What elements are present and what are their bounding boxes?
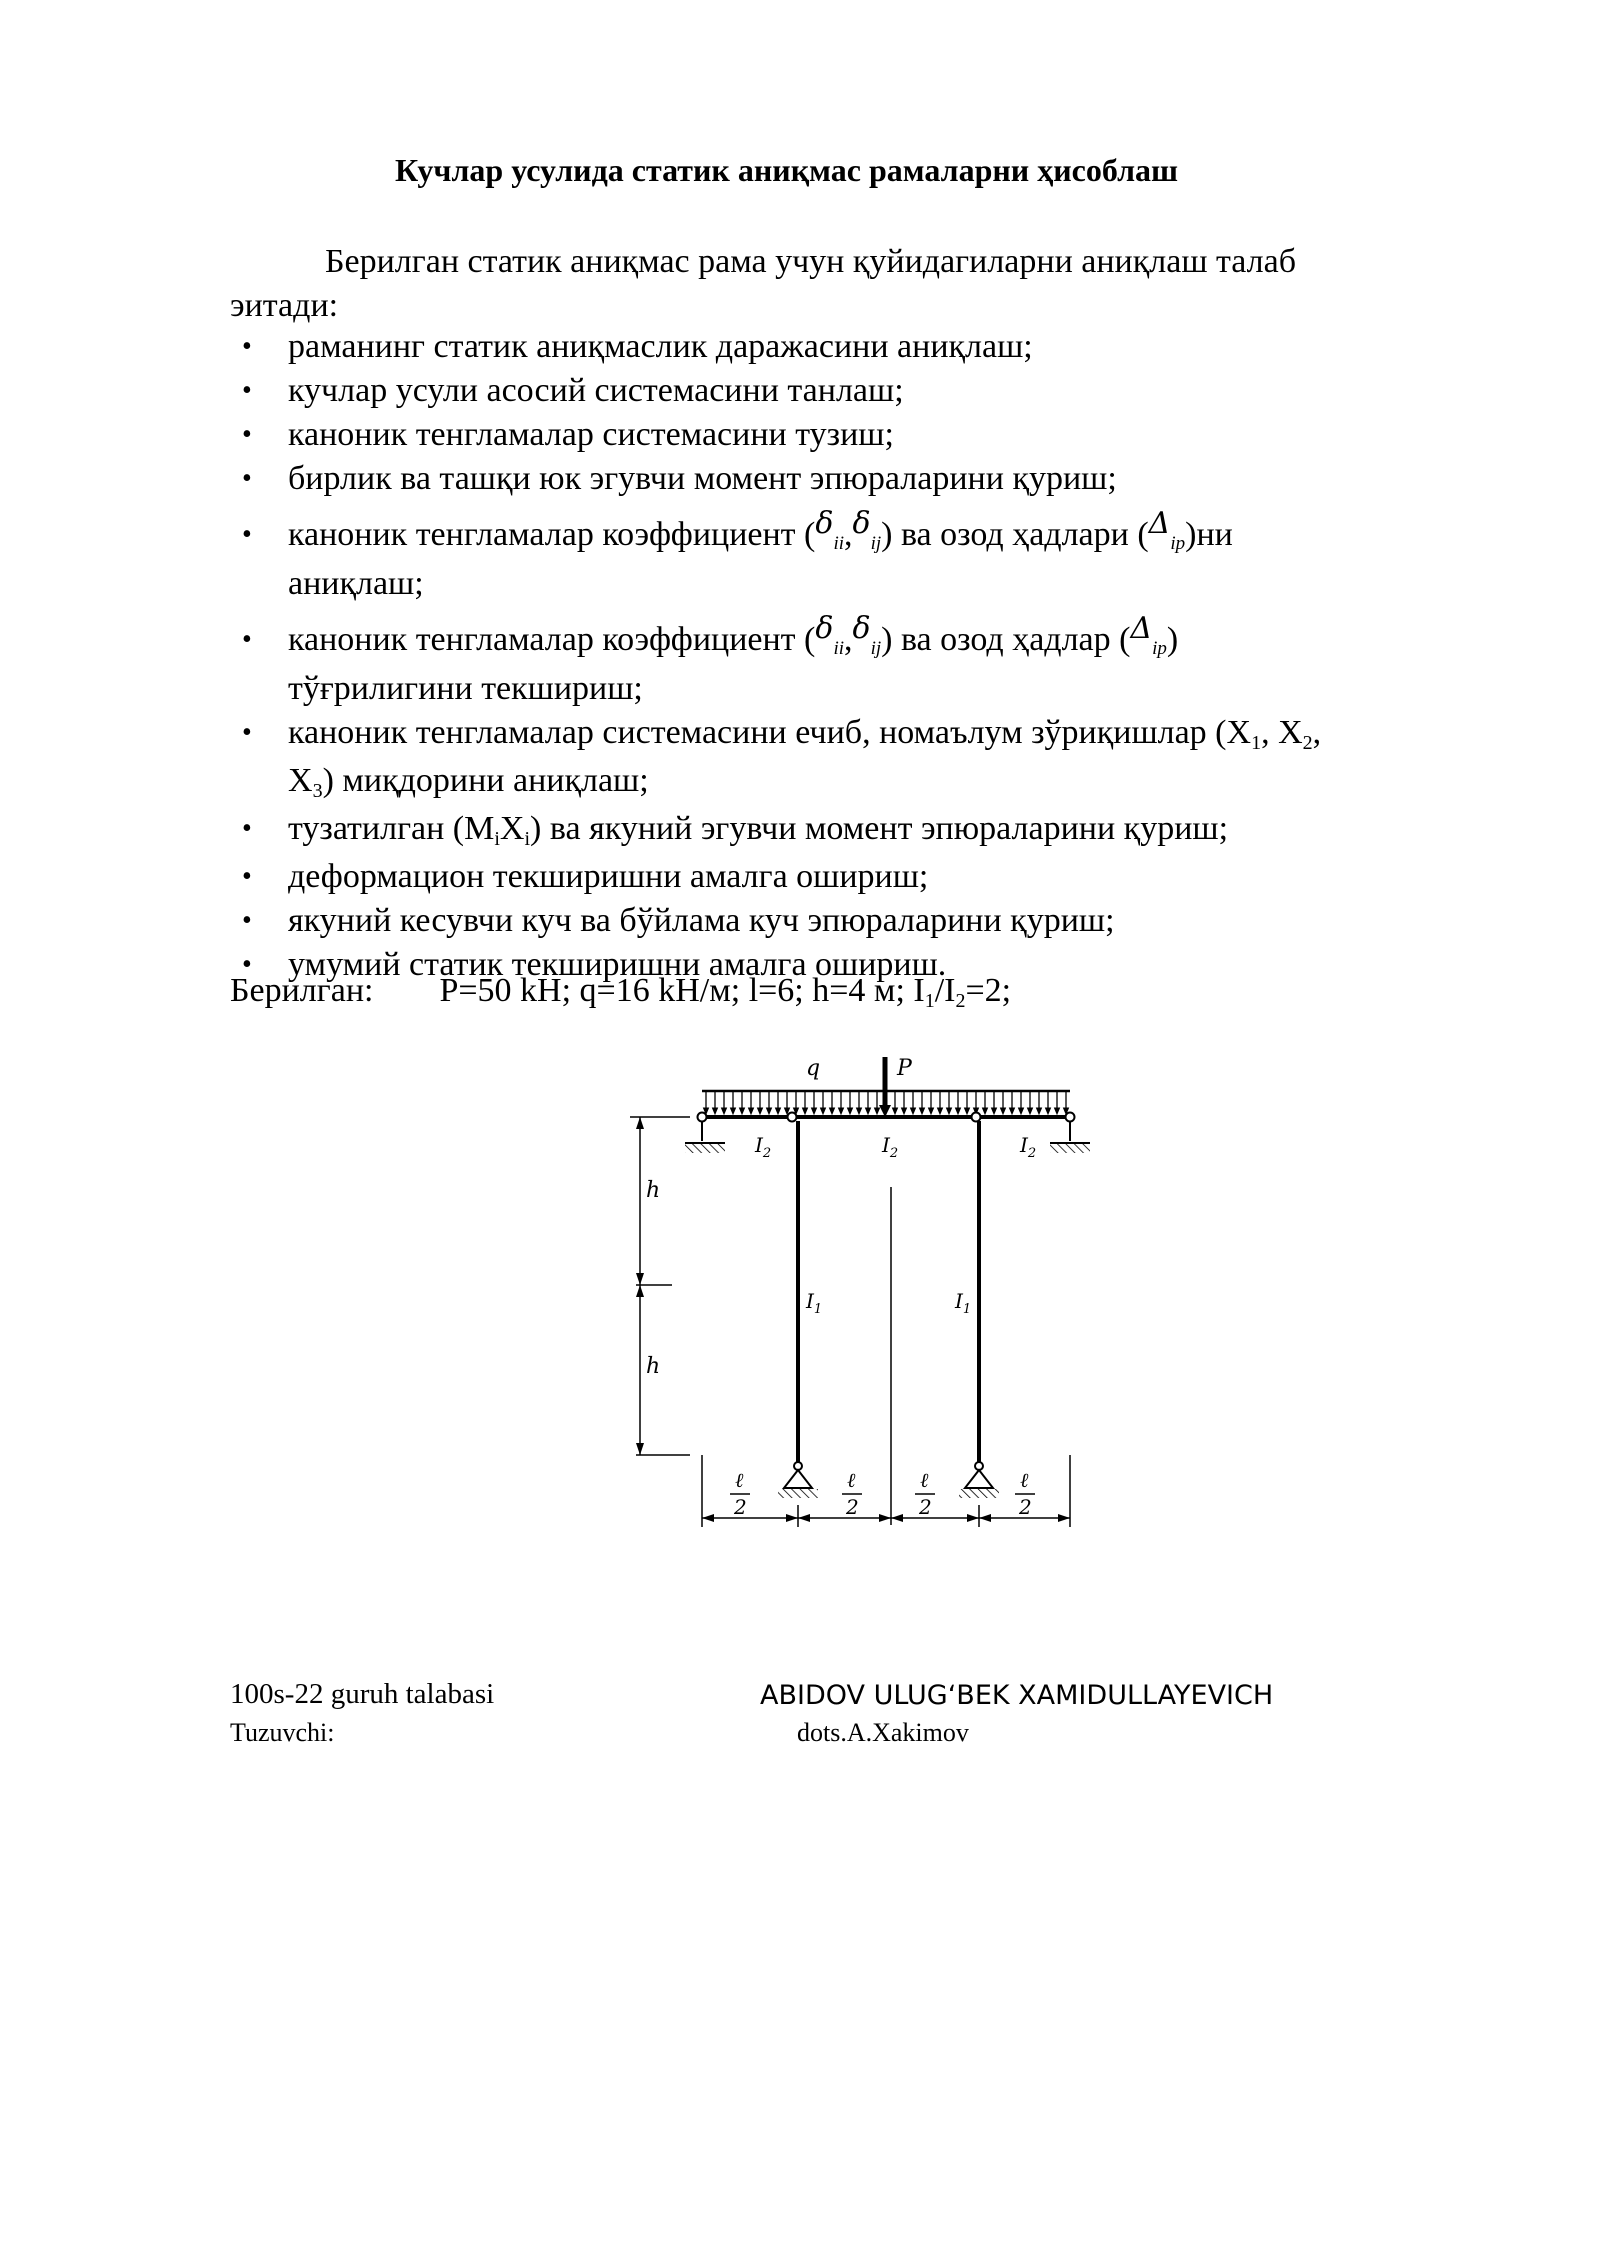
load-arrow-head — [875, 1108, 880, 1114]
load-arrow-head — [893, 1108, 898, 1114]
list-item: • умумий статик текширишни амалга ошириш. — [230, 943, 1480, 987]
capital-delta-symbol: Δ — [1130, 611, 1153, 646]
bullet-icon: • — [242, 813, 252, 844]
delta-symbol: δ — [852, 506, 871, 541]
distributed-load-q — [702, 1091, 1070, 1114]
load-arrow-head — [713, 1108, 718, 1114]
svg-text:2: 2 — [919, 1495, 932, 1519]
load-arrow-head — [1046, 1108, 1051, 1114]
bullet-icon: • — [242, 331, 252, 362]
author-label: Tuzuvchi: — [230, 1718, 335, 1747]
delta-symbol: δ — [815, 506, 834, 541]
load-arrow-head — [911, 1108, 916, 1114]
load-arrow-head — [866, 1108, 871, 1114]
load-arrow-head — [920, 1108, 925, 1114]
bullet-icon: • — [242, 375, 252, 406]
load-arrow-head — [947, 1108, 952, 1114]
bullet-icon: • — [242, 717, 252, 748]
fraction-l-over-2 — [1015, 1468, 1035, 1519]
label-q: q — [806, 1056, 821, 1081]
student-group: 100s-22 guruh talabasi — [230, 1678, 495, 1710]
list-item: • каноник тенгламалар системасини тузиш; — [230, 413, 1480, 457]
load-arrow-head — [938, 1108, 943, 1114]
load-arrow-head — [1001, 1108, 1006, 1114]
task-list — [230, 325, 1480, 987]
load-arrow-head — [848, 1108, 853, 1114]
delta-symbol: δ — [852, 611, 871, 646]
capital-delta-symbol: Δ — [1148, 506, 1171, 541]
intro-line-2: эитади: — [230, 287, 339, 324]
load-arrow-head — [740, 1108, 745, 1114]
svg-text:ℓ: ℓ — [920, 1468, 929, 1492]
load-arrow-head — [1019, 1108, 1024, 1114]
load-arrow-head — [1037, 1108, 1042, 1114]
list-item: • кучлар усули асосий системасини танлаш; — [230, 369, 1480, 413]
list-item: • каноник тенгламалар коэффициент (δii,δij) ва озод ҳадлари (Δip)ни аниқлаш; — [242, 506, 1233, 602]
load-arrow-head — [803, 1108, 808, 1114]
list-item: • тузатилган (MiXi) ва якуний эгувчи момент эпюраларини қуриш; — [230, 807, 1480, 855]
hinge — [788, 1113, 797, 1122]
span-dimension — [702, 1455, 1070, 1527]
label-i2-right: $I_2$ — [1020, 1133, 1037, 1161]
load-arrow-head — [1028, 1108, 1033, 1114]
hinge — [1066, 1113, 1075, 1122]
label-h-upper: h — [646, 1178, 661, 1203]
svg-text:2: 2 — [734, 1495, 747, 1519]
load-arrow-head — [983, 1108, 988, 1114]
load-arrow-head — [731, 1108, 736, 1114]
load-arrow-head — [767, 1108, 772, 1114]
hinge — [972, 1113, 981, 1122]
load-arrow-head — [839, 1108, 844, 1114]
load-arrow-head — [776, 1108, 781, 1114]
label-p: P — [897, 1056, 912, 1081]
list-item: • раманинг статик аниқмаслик даражасини аниқлаш; — [230, 325, 1480, 369]
fraction-l-over-2 — [915, 1468, 935, 1519]
height-dimension — [630, 1117, 690, 1455]
fraction-l-over-2 — [842, 1468, 862, 1519]
bullet-icon: • — [242, 519, 252, 550]
left-support — [685, 1121, 725, 1153]
label-i2-middle: $I_2$ — [882, 1133, 899, 1161]
load-arrow-head — [749, 1108, 754, 1114]
list-item: • каноник тенгламалар коэффициент (δii,δij) ва озод ҳадлар (Δip) тўғрилигини текшириш; — [242, 611, 1179, 707]
svg-text:ℓ: ℓ — [847, 1468, 856, 1492]
load-arrow-head — [1055, 1108, 1060, 1114]
list-item: • якуний кесувчи куч ва бўйлама куч эпюраларини қуриш; — [230, 899, 1480, 943]
delta-symbol: δ — [815, 611, 834, 646]
load-arrow-head — [857, 1108, 862, 1114]
bullet-icon: • — [242, 624, 252, 655]
load-arrow-head — [992, 1108, 997, 1114]
page-title: Кучлар усулида статик аниқмас рамаларни ҳисоблаш — [395, 152, 1179, 188]
label-i1-left: $I_1$ — [806, 1289, 823, 1317]
bullet-icon: • — [242, 905, 252, 936]
load-arrow-head — [956, 1108, 961, 1114]
svg-text:2: 2 — [846, 1495, 859, 1519]
load-arrow-head — [722, 1108, 727, 1114]
load-arrow-head — [830, 1108, 835, 1114]
svg-text:2: 2 — [1019, 1495, 1032, 1519]
load-arrow-head — [902, 1108, 907, 1114]
given-values: Берилган: P=50 kH; q=16 kH/м; l=6; h=4 м; I1/I2=2; — [230, 972, 1012, 1012]
student-name: ABIDOV ULUGʻBEK XAMIDULLAYEVICH — [760, 1680, 1274, 1711]
list-item: • деформацион текширишни амалга ошириш; — [230, 855, 1480, 899]
hinge — [698, 1113, 707, 1122]
load-arrow-head — [965, 1108, 970, 1114]
list-item: • бирлик ва ташқи юк эгувчи момент эпюраларини қуриш; — [230, 457, 1480, 501]
load-arrow-head — [821, 1108, 826, 1114]
bullet-icon: • — [242, 861, 252, 892]
load-arrow-head — [812, 1108, 817, 1114]
left-pin-support — [778, 1462, 818, 1498]
frame-diagram — [610, 1045, 1100, 1550]
label-i2-left: $I_2$ — [755, 1133, 772, 1161]
svg-text:ℓ: ℓ — [1020, 1468, 1029, 1492]
svg-text:ℓ: ℓ — [735, 1468, 744, 1492]
label-i1-right: $I_1$ — [955, 1289, 972, 1317]
intro-line-1: Берилган статик аниқмас рама учун қуйидагиларни аниқлаш талаб — [325, 243, 1297, 280]
load-arrow-head — [758, 1108, 763, 1114]
bullet-icon: • — [242, 949, 252, 980]
load-arrow-head — [1010, 1108, 1015, 1114]
label-h-lower: h — [646, 1354, 661, 1379]
bullet-icon: • — [242, 419, 252, 450]
load-arrow-head — [929, 1108, 934, 1114]
bullet-icon: • — [242, 463, 252, 494]
author-name: dots.A.Xakimov — [797, 1718, 969, 1747]
right-pin-support — [959, 1462, 999, 1498]
fraction-l-over-2 — [730, 1468, 750, 1519]
list-item: • каноник тенгламалар системасини ечиб, номаълум зўриқишлар (X1, X2, X3) миқдорини аниқлаш; — [230, 711, 1480, 807]
right-support — [1050, 1121, 1090, 1153]
